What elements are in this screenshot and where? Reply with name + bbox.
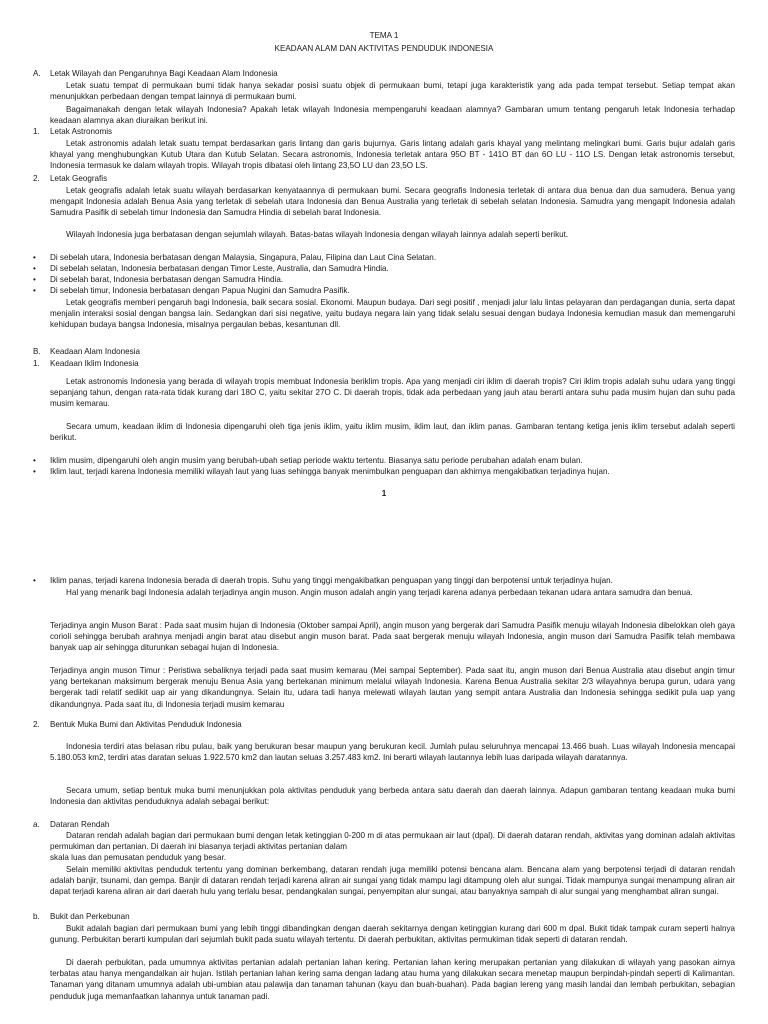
border-item-text: Di sebelah selatan, Indonesia berbatasan dengan Timor Leste, Australia, dan Samudra Hindia. (50, 264, 389, 273)
section-a-title: Letak Wilayah dan Pengaruhnya Bagi Keadaan Alam Indonesia (50, 69, 278, 78)
geografis-influence-paragraph: Letak geografis memberi pengaruh bagi Indonesia, baik secara sosial. Ekonomi. Maupun budaya. Dari segi positif , menjadi jalur lalu lintas pelayaran dan perdagangan dunia, serta dapat menjalin interaksi sosial dengan bangsa lain. Sedangkan dari sisi negative, yaitu budaya negara lain yang tidak selalu sesuai dengan budaya Indonesia kemudian masuk dan memengaruhi kehidupan budaya bangsa Indonesia, misalnya pergaulan bebas, kesantunan dll. (50, 298, 735, 330)
bukit-title: Bukit dan Perkebunan (50, 912, 130, 921)
landform-paragraph-2: Secara umum, setiap bentuk muka bumi menunjukkan pola aktivitas penduduk yang berbeda antara satu daerah dan daerah lainnya. Adapun gambaran tentang keadaan muka bumi Indonesia dan aktivitas penduduknya adalah sebagai berikut: (50, 786, 735, 807)
section-b-title: Keadaan Alam Indonesia (50, 347, 140, 356)
west-monsoon-paragraph: Terjadinya angin Muson Barat : Pada saat musim hujan di Indonesia (Oktober sampai April), angin muson yang bergerak dari Samudra Pasifik menuju wilayah Indonesia dibelokkan oleh gaya corioli sehingga berubah arahnya menjadi angin barat atau disebut angin muson barat. Pada saat bergerak menuju wilayah Indonesia, angin muson dari Samudra Pasifik telah membawa banyak uap air sehingga diturunkan sebagai hujan di Indonesia. (50, 621, 735, 653)
climate-item-text: Iklim laut, terjadi karena Indonesia memiliki wilayah laut yang luas sehingga banyak menimbulkan penguapan dan akhirnya mengakibatkan terjadinya hujan. (50, 467, 610, 476)
bullet-icon: • (33, 264, 36, 273)
landform-title: Bentuk Muka Bumi dan Aktivitas Penduduk Indonesia (50, 720, 242, 729)
geografis-number: 2. (33, 174, 40, 183)
dataran-rendah-paragraph-2: Selain memiliki aktivitas penduduk tertentu yang dominan berkembang, dataran rendah juga memiliki potensi bencana alam. Bencana alam yang berpotensi terjadi di dataran rendah adalah banjir, tsunami, dan gempa. Banjir di dataran rendah terjadi karena aliran air sungai yang tidak mampu lagi ditampung oleh alur sungai. Tidak mampunya sungai menampung aliran air dapat terjadi karena aliran air dari daerah hulu yang terlalu besar, pendangkalan sungai, penyempitan alur sungai, atau banyaknya sampah di alur sungai yang menghambat aliran sungai. (50, 865, 735, 897)
section-a-label: A. (33, 69, 41, 78)
border-item-text: Di sebelah utara, Indonesia berbatasan dengan Malaysia, Singapura, Palau, Filipina dan Laut Cina Selatan. (50, 253, 437, 262)
page-number: 1 (381, 489, 387, 498)
dataran-rendah-paragraph-1-cont: skala luas dan pemusatan penduduk yang besar. (50, 853, 226, 862)
bullet-icon: • (33, 467, 36, 476)
section-a-paragraph-2: Bagaimanakah dengan letak wilayah Indonesia? Apakah letak wilayah Indonesia mempengaruhi keadaan alamnya? Gambaran umum tentang pengaruh letak Indonesia terhadap keadaan alamnya akan diuraikan berikut ini. (50, 105, 735, 126)
dataran-rendah-title: Dataran Rendah (50, 820, 110, 829)
iklim-paragraph-2: Secara umum, keadaan iklim di Indonesia dipengaruhi oleh tiga jenis iklim, yaitu iklim musim, iklim laut, dan iklim panas. Gambaran tentang ketiga jenis iklim tersebut adalah seperti berikut. (50, 422, 735, 443)
geografis-title: Letak Geografis (50, 174, 108, 183)
climate-item-text: Iklim musim, dipengaruhi oleh angin musim yang berubah-ubah setiap periode waktu tertentu. Biasanya satu periode perubahan adalah enam bulan. (50, 456, 583, 465)
bullet-icon: • (33, 576, 36, 585)
border-item-text: Di sebelah timur, Indonesia berbatasan dengan Papua Nugini dan Samudra Pasifik. (50, 286, 350, 295)
document-subtitle: KEADAAN ALAM DAN AKTIVITAS PENDUDUK INDONESIA (274, 44, 494, 53)
astronomis-paragraph: Letak astronomis adalah letak suatu tempat berdasarkan garis lintang dan garis bujurnya. Garis lintang adalah garis khayal yang melintang melingkari bumi. Garis bujur adalah garis khayal yang menghubungkan Kutub Utara dan Kutub Selatan. Secara astronomis, Indonesia terletak antara 95O BT - 141O BT dan 6O LU - 11O LS. Dengan letak astronomis tersebut, Indonesia termasuk ke dalam wilayah tropis. Wilayah tropis dibatasi oleh lintang 23,5O LU dan 23,5O LS. (50, 139, 735, 171)
section-b-label: B. (33, 347, 41, 356)
east-monsoon-paragraph: Terjadinya angin muson Timur : Peristiwa sebaliknya terjadi pada saat musim kemarau (Mei sampai September). Pada saat itu, angin muson dari Benua Australia atau disebut angin timur yang bertekanan maksimum bergerak menuju Benua Asia yang bertekanan minimum melalui wilayah Indonesia. Karena Benua Australia sekitar 2/3 wilayahnya berupa gurun, udara yang bergerak tadi relatif sedikit uap air yang dikandungnya. Selain itu, udara tadi hanya melewati wilayah lautan yang sempit antara Australia dan Indonesia sehingga sedikit pula uap yang dikandungnya. Pada saat itu, di Indonesia terjadi musim kemarau (50, 666, 735, 709)
iklim-paragraph-1: Letak astronomis Indonesia yang berada di wilayah tropis membuat Indonesia beriklim tropis. Apa yang menjadi ciri iklim di daerah tropis? Ciri iklim tropis adalah suhu udara yang tinggi sepanjang tahun, dengan rata-rata tidak kurang dari 18O C, yaitu sekitar 27O C. Di daerah tropis, tidak ada perbedaan yang jauh atau berarti antara suhu pada musim hujan dan suhu pada musim kemarau. (50, 377, 735, 409)
astronomis-number: 1. (33, 127, 40, 136)
geografis-paragraph: Letak geografis adalah letak suatu wilayah berdasarkan kenyataannya di permukaan bumi. Secara geografis Indonesia terletak di antara dua benua dan dua samudera. Benua yang mengapit Indonesia adalah Benua Asia yang terletak di sebelah utara Indonesia dan Benua Australia yang terletak di sebelah selatan Indonesia. Samudra yang mengapit Indonesia adalah Samudra Pasifik di sebelah timur Indonesia dan Samudra Hindia di sebelah barat Indonesia. (50, 186, 735, 218)
bullet-icon: • (33, 286, 36, 295)
bullet-icon: • (33, 275, 36, 284)
dataran-rendah-paragraph-1: Dataran rendah adalah bagian dari permukaan bumi dengan letak ketinggian 0-200 m di atas permukaan air laut (dpal). Di daerah dataran rendah, aktivitas yang dominan adalah aktivitas permukiman dan pertanian. Di daerah ini biasanya terjadi aktivitas pertanian dalam (50, 831, 735, 852)
monsoon-intro-paragraph: Hal yang menarik bagi Indonesia adalah terjadinya angin muson. Angin muson adalah angin yang terjadi karena adanya perbedaan tekanan udara antara samudra dan benua. (66, 588, 693, 597)
bullet-icon: • (33, 253, 36, 262)
bukit-letter: b. (33, 912, 40, 921)
climate-item-text: Iklim panas, terjadi karena Indonesia berada di daerah tropis. Suhu yang tinggi mengakibatkan penguapan yang tinggi dan berpotensi untuk terjadinya hujan. (50, 576, 613, 585)
iklim-number: 1. (33, 359, 40, 368)
landform-number: 2. (33, 720, 40, 729)
landform-paragraph-1: Indonesia terdiri atas belasan ribu pulau, baik yang berukuran besar maupun yang berukuran kecil. Jumlah pulau seluruhnya mencapai 13.466 buah. Luas wilayah Indonesia mencapai 5.180.053 km2, terdiri atas daratan seluas 1.922.570 km2 dan lautan seluas 3.257.483 km2. Ini berarti wilayah lautannya lebih luas daripada wilayah daratannya. (50, 742, 735, 763)
astronomis-title: Letak Astronomis (50, 127, 113, 136)
iklim-title: Keadaan Iklim Indonesia (50, 359, 139, 368)
border-item-text: Di sebelah barat, Indonesia berbatasan dengan Samudra Hindia. (50, 275, 284, 284)
geografis-borders-intro: Wilayah Indonesia juga berbatasan dengan sejumlah wilayah. Batas-batas wilayah Indonesia dengan wilayah lainnya adalah seperti berikut. (66, 230, 569, 239)
bukit-paragraph-2: Di daerah perbukitan, pada umumnya aktivitas pertanian adalah pertanian lahan kering. Pertanian lahan kering merupakan pertanian yang dilakukan di wilayah yang pasokan airnya terbatas atau hanya mengandalkan air hujan. Istilah pertanian lahan kering sama dengan ladang atau huma yang dilakukan secara menetap maupun berpindah-pindah seperti di Kalimantan. Tanaman yang ditanam umumnya adalah ubi-umbian atau palawija dan tanaman tahunan (kayu dan buah-buahan). Pada bagian lereng yang masih landai dan lembah perbukitan, sebagian penduduk juga memanfaatkan lahannya untuk tanaman padi. (50, 958, 735, 1001)
dataran-rendah-letter: a. (33, 820, 40, 829)
bullet-icon: • (33, 456, 36, 465)
document-title: TEMA 1 (369, 31, 399, 40)
section-a-paragraph-1: Letak suatu tempat di permukaan bumi tidak hanya sekadar posisi suatu objek di permukaan bumi, tetapi juga karakteristik yang ada pada tempat tersebut. Setiap tempat akan menunjukkan perbedaan dengan tempat lainnya di permukaan bumi. (50, 81, 735, 102)
bukit-paragraph-1: Bukit adalah bagian dari permukaan bumi yang lebih tinggi dibandingkan dengan daerah sekitarnya dengan ketinggian kurang dari 600 m dpal. Bukit tidak tampak curam seperti halnya gunung. Perbukitan berarti kumpulan dari sejumlah bukit pada suatu wilayah tertentu. Di daerah perbukitan, aktivitas permukiman tidak seperti di dataran rendah. (50, 924, 735, 945)
